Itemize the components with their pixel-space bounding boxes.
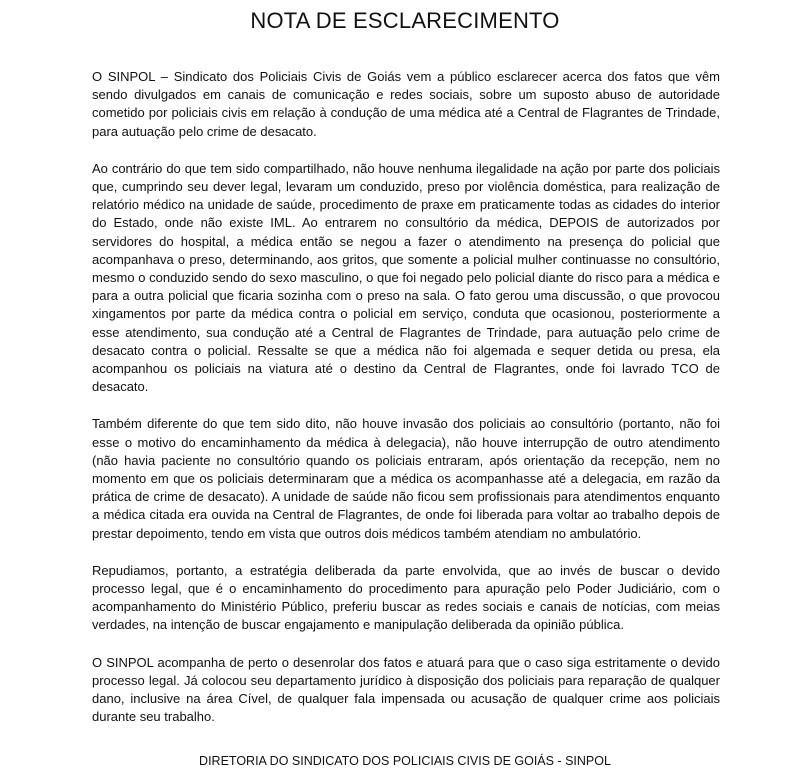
paragraph-repudiation: Repudiamos, portanto, a estratégia deliberada da parte envolvida, que ao invés de buscar o devido processo legal, que é o encaminhamento do procedimento para apuração pelo Poder Judiciário, com o acompanhamento do Ministério Público, preferiu buscar as redes sociais e canais de notícias, com meias verdades, na intenção de buscar engajamento e manipulação deliberada da opinião pública. (92, 562, 720, 633)
paragraph-introduction: O SINPOL – Sindicato dos Policiais Civis de Goiás vem a público esclarecer acerca dos fatos que vêm sendo divulgados em canais de comunicação e redes sociais, sobre um suposto abuso de autoridade cometido por policiais civis em relação à condução de uma médica até a Central de Flagrantes de Trindade, para autuação pelo crime de desacato. (92, 69, 720, 139)
paragraph-facts: Ao contrário do que tem sido compartilhado, não houve nenhuma ilegalidade na ação por parte dos policiais que, cumprindo seu dever legal, levaram um conduzido, preso por violência doméstica, para realização de relatório médico na unidade de saúde, procedimento de praxe em praticamente todas as cidades do interior do Estado, onde não existe IML. Ao entrarem no consultório da médica, DEPOIS de autorizados por servidores do hospital, a médica então se negou a fazer o atendimento na presença do policial que acompanhava o preso, determinando, aos gritos, que somente a policial mulher continuasse no consultório, mesmo o conduzido sendo do sexo masculino, o que foi negado pelo policial diante do risco para a médica e para a outra policial que ficaria sozinha com o preso na sala. O fato gerou uma discussão, o que provocou xingamentos por parte da médica contra o policial em serviço, conduta que ocasionou, posteriormente a esse atendimento, sua condução até a Central de Flagrantes de Trindade, para autuação pelo crime de desacato contra o policial. Ressalte se que a médica não foi algemada e sequer detida ou presa, ela acompanhou os policiais na viatura até o destino da Central de Flagrantes, onde foi lavrado TCO de desacato. (92, 160, 720, 395)
document-signature: DIRETORIA DO SINDICATO DOS POLICIAIS CIVIS DE GOIÁS - SINPOL (199, 754, 611, 768)
paragraph-clarifications: Também diferente do que tem sido dito, não houve invasão dos policiais ao consultório (portanto, não foi esse o motivo do encaminhamento da médica à delegacia), não houve interrupção de outro atendimento (não havia paciente no consultório quando os policiais entraram, após orientação da recepção, nem no momento em que os policiais determinaram que a médica os acompanhasse até a delegacia, em razão da prática de crime de desacato). A unidade de saúde não ficou sem profissionais para atendimentos enquanto a médica citada era ouvida na Central de Flagrantes, de onde foi liberada para voltar ao trabalho depois de prestar depoimento, tendo em vista que outros dois médicos também atendiam no ambulatório. (92, 416, 720, 541)
document-body (92, 68, 720, 746)
paragraph-conclusion: O SINPOL acompanha de perto o desenrolar dos fatos e atuará para que o caso siga estritamente o devido processo legal. Já colocou seu departamento jurídico à disposição dos policiais para reparação de qualquer dano, inclusive na área Cível, de qualquer fala impensada ou acusação de qualquer crime aos policiais durante seu trabalho. (92, 654, 720, 725)
document-title: NOTA DE ESCLARECIMENTO (250, 8, 560, 33)
